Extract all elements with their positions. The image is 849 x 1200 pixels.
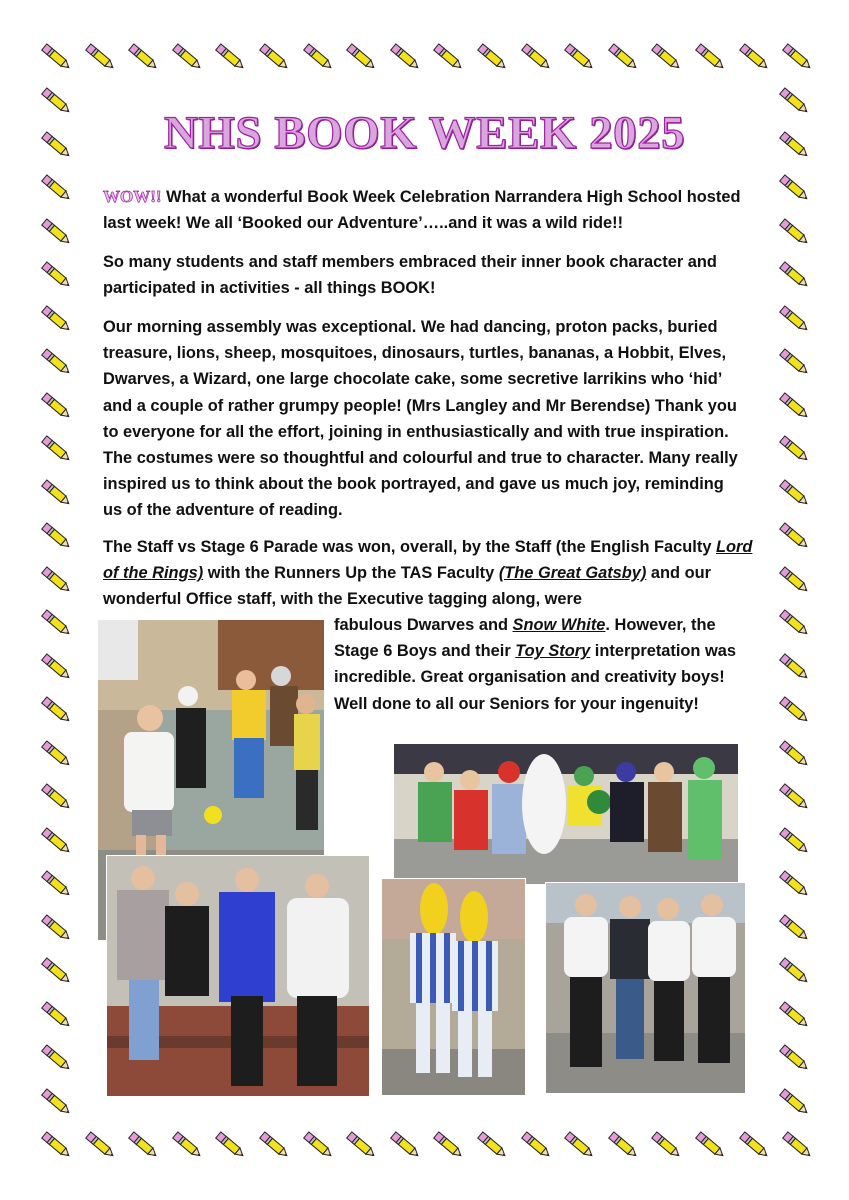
pencil-icon	[35, 733, 75, 773]
pencil-icon	[773, 733, 813, 773]
pencil-icon	[340, 1124, 380, 1164]
pencil-icon	[471, 36, 511, 76]
pencil-icon	[297, 1124, 337, 1164]
pencil-icon	[35, 36, 75, 76]
intro-paragraph	[103, 184, 743, 236]
pencil-icon	[340, 36, 380, 76]
pencil-icon	[122, 1124, 162, 1164]
office-staff-photo	[393, 743, 739, 885]
pencil-icon	[35, 1081, 75, 1121]
pencil-icon	[35, 515, 75, 555]
pencil-icon	[35, 211, 75, 251]
pencil-icon	[515, 1124, 555, 1164]
pencil-icon	[35, 602, 75, 642]
pencil-icon	[645, 1124, 685, 1164]
wow-exclamation: WOW!!	[103, 187, 162, 206]
sheep-costume-photo	[545, 882, 746, 1094]
pencil-icon	[35, 1037, 75, 1077]
pencil-icon	[35, 298, 75, 338]
pencil-icon	[776, 1124, 816, 1164]
pencil-icon	[79, 1124, 119, 1164]
pencil-icon	[558, 36, 598, 76]
pencil-icon	[773, 689, 813, 729]
pencil-icon	[773, 994, 813, 1034]
pencil-icon	[35, 646, 75, 686]
pencil-icon	[166, 1124, 206, 1164]
pencil-icon	[689, 36, 729, 76]
parade-text-5: . However, the Stage 6 Boys and their	[334, 616, 716, 661]
pencil-icon	[35, 994, 75, 1034]
parade-text-2: with the Runners Up the TAS Faculty	[203, 564, 499, 583]
pencil-icon	[773, 820, 813, 860]
staff-costume-photo	[106, 855, 370, 1097]
pencil-icon	[471, 1124, 511, 1164]
pencil-icon	[35, 950, 75, 990]
pencil-icon	[773, 385, 813, 425]
pencil-icon	[209, 36, 249, 76]
pencil-icon	[773, 428, 813, 468]
bananas-photo	[381, 878, 526, 1096]
pencil-icon	[773, 211, 813, 251]
pencil-icon	[35, 776, 75, 816]
pencil-icon	[773, 167, 813, 207]
pencil-icon	[35, 689, 75, 729]
intro-text: What a wonderful Book Week Celebration Narrandera High School hosted last week! We all ‘Booked our Adventure’…..and it was a wild ride!!	[103, 188, 741, 233]
pencil-icon	[35, 254, 75, 294]
pencil-icon	[384, 1124, 424, 1164]
pencil-icon	[733, 1124, 773, 1164]
pencil-icon	[35, 341, 75, 381]
pencil-icon	[773, 907, 813, 947]
pencil-icon	[689, 1124, 729, 1164]
pencil-icon	[773, 1081, 813, 1121]
pencil-icon	[35, 559, 75, 599]
pencil-icon	[773, 1037, 813, 1077]
pencil-icon	[35, 167, 75, 207]
pencil-icon	[166, 36, 206, 76]
pencil-icon	[558, 1124, 598, 1164]
pencil-icon	[602, 1124, 642, 1164]
pencil-icon	[35, 385, 75, 425]
parade-text-3: and our wonderful Office staff, with the Executive tagging along, were	[103, 564, 712, 609]
pencil-icon	[253, 1124, 293, 1164]
pencil-icon	[79, 36, 119, 76]
pencil-icon	[35, 472, 75, 512]
pencil-icon	[35, 428, 75, 468]
parade-text-6: interpretation was incredible. Great organisation and creativity boys! Well done to all our Seniors for your ingenuity!	[334, 642, 736, 713]
pencil-icon	[35, 1124, 75, 1164]
snow-white-reference: Snow White	[512, 616, 606, 634]
pencil-icon	[297, 36, 337, 76]
pencil-icon	[773, 341, 813, 381]
pencil-icon	[773, 776, 813, 816]
parade-paragraph-continued	[334, 612, 754, 717]
parade-text-4: fabulous Dwarves and	[334, 616, 513, 634]
pencil-icon	[773, 472, 813, 512]
pencil-icon	[35, 907, 75, 947]
pencil-icon	[122, 36, 162, 76]
toy-story-reference: Toy Story	[515, 642, 591, 661]
page-title: NHS BOOK WEEK 2025	[163, 107, 686, 159]
pencil-icon	[776, 36, 816, 76]
parade-paragraph	[103, 534, 755, 613]
pencil-icon	[35, 820, 75, 860]
gatsby-reference: (The Great Gatsby)	[498, 564, 647, 583]
pencil-icon	[253, 36, 293, 76]
pencil-icon	[209, 1124, 249, 1164]
pencil-icon	[773, 863, 813, 903]
pencil-icon	[773, 950, 813, 990]
pencil-icon	[427, 36, 467, 76]
pencil-icon	[773, 646, 813, 686]
pencil-icon	[773, 559, 813, 599]
pencil-icon	[773, 602, 813, 642]
pencil-icon	[733, 36, 773, 76]
pencil-icon	[773, 254, 813, 294]
assembly-paragraph: Our morning assembly was exceptional. We had dancing, proton packs, buried treasure, lions, sheep, mosquitoes, dinosaurs, turtles, bananas, a Hobbit, Elves, Dwarves, a Wizard, one large chocolate cake, some secretive larrikins who ‘hid’ and a couple of rather grumpy people! (Mrs Langley and Mr Berendse) Thank you to everyone for all the effort, joining in enthusiastically and with true inspiration. The costumes were so thoughtful and colourful and true to character. Many really inspired us to think about the book portrayed, and gave us much joy, reminding us of the adventure of reading.	[103, 318, 738, 520]
lotr-reference: Lord of the Rings)	[103, 538, 753, 583]
pencil-icon	[427, 1124, 467, 1164]
pencil-icon	[602, 36, 642, 76]
pencil-icon	[35, 863, 75, 903]
pencil-icon	[645, 36, 685, 76]
pencil-icon	[773, 298, 813, 338]
pencil-icon	[773, 515, 813, 555]
pencil-icon	[515, 36, 555, 76]
pencil-icon	[384, 36, 424, 76]
participation-paragraph: So many students and staff members embraced their inner book character and participated in activities - all things BOOK!	[103, 253, 717, 298]
parade-text-1: The Staff vs Stage 6 Parade was won, overall, by the Staff (the English Faculty	[103, 538, 716, 556]
